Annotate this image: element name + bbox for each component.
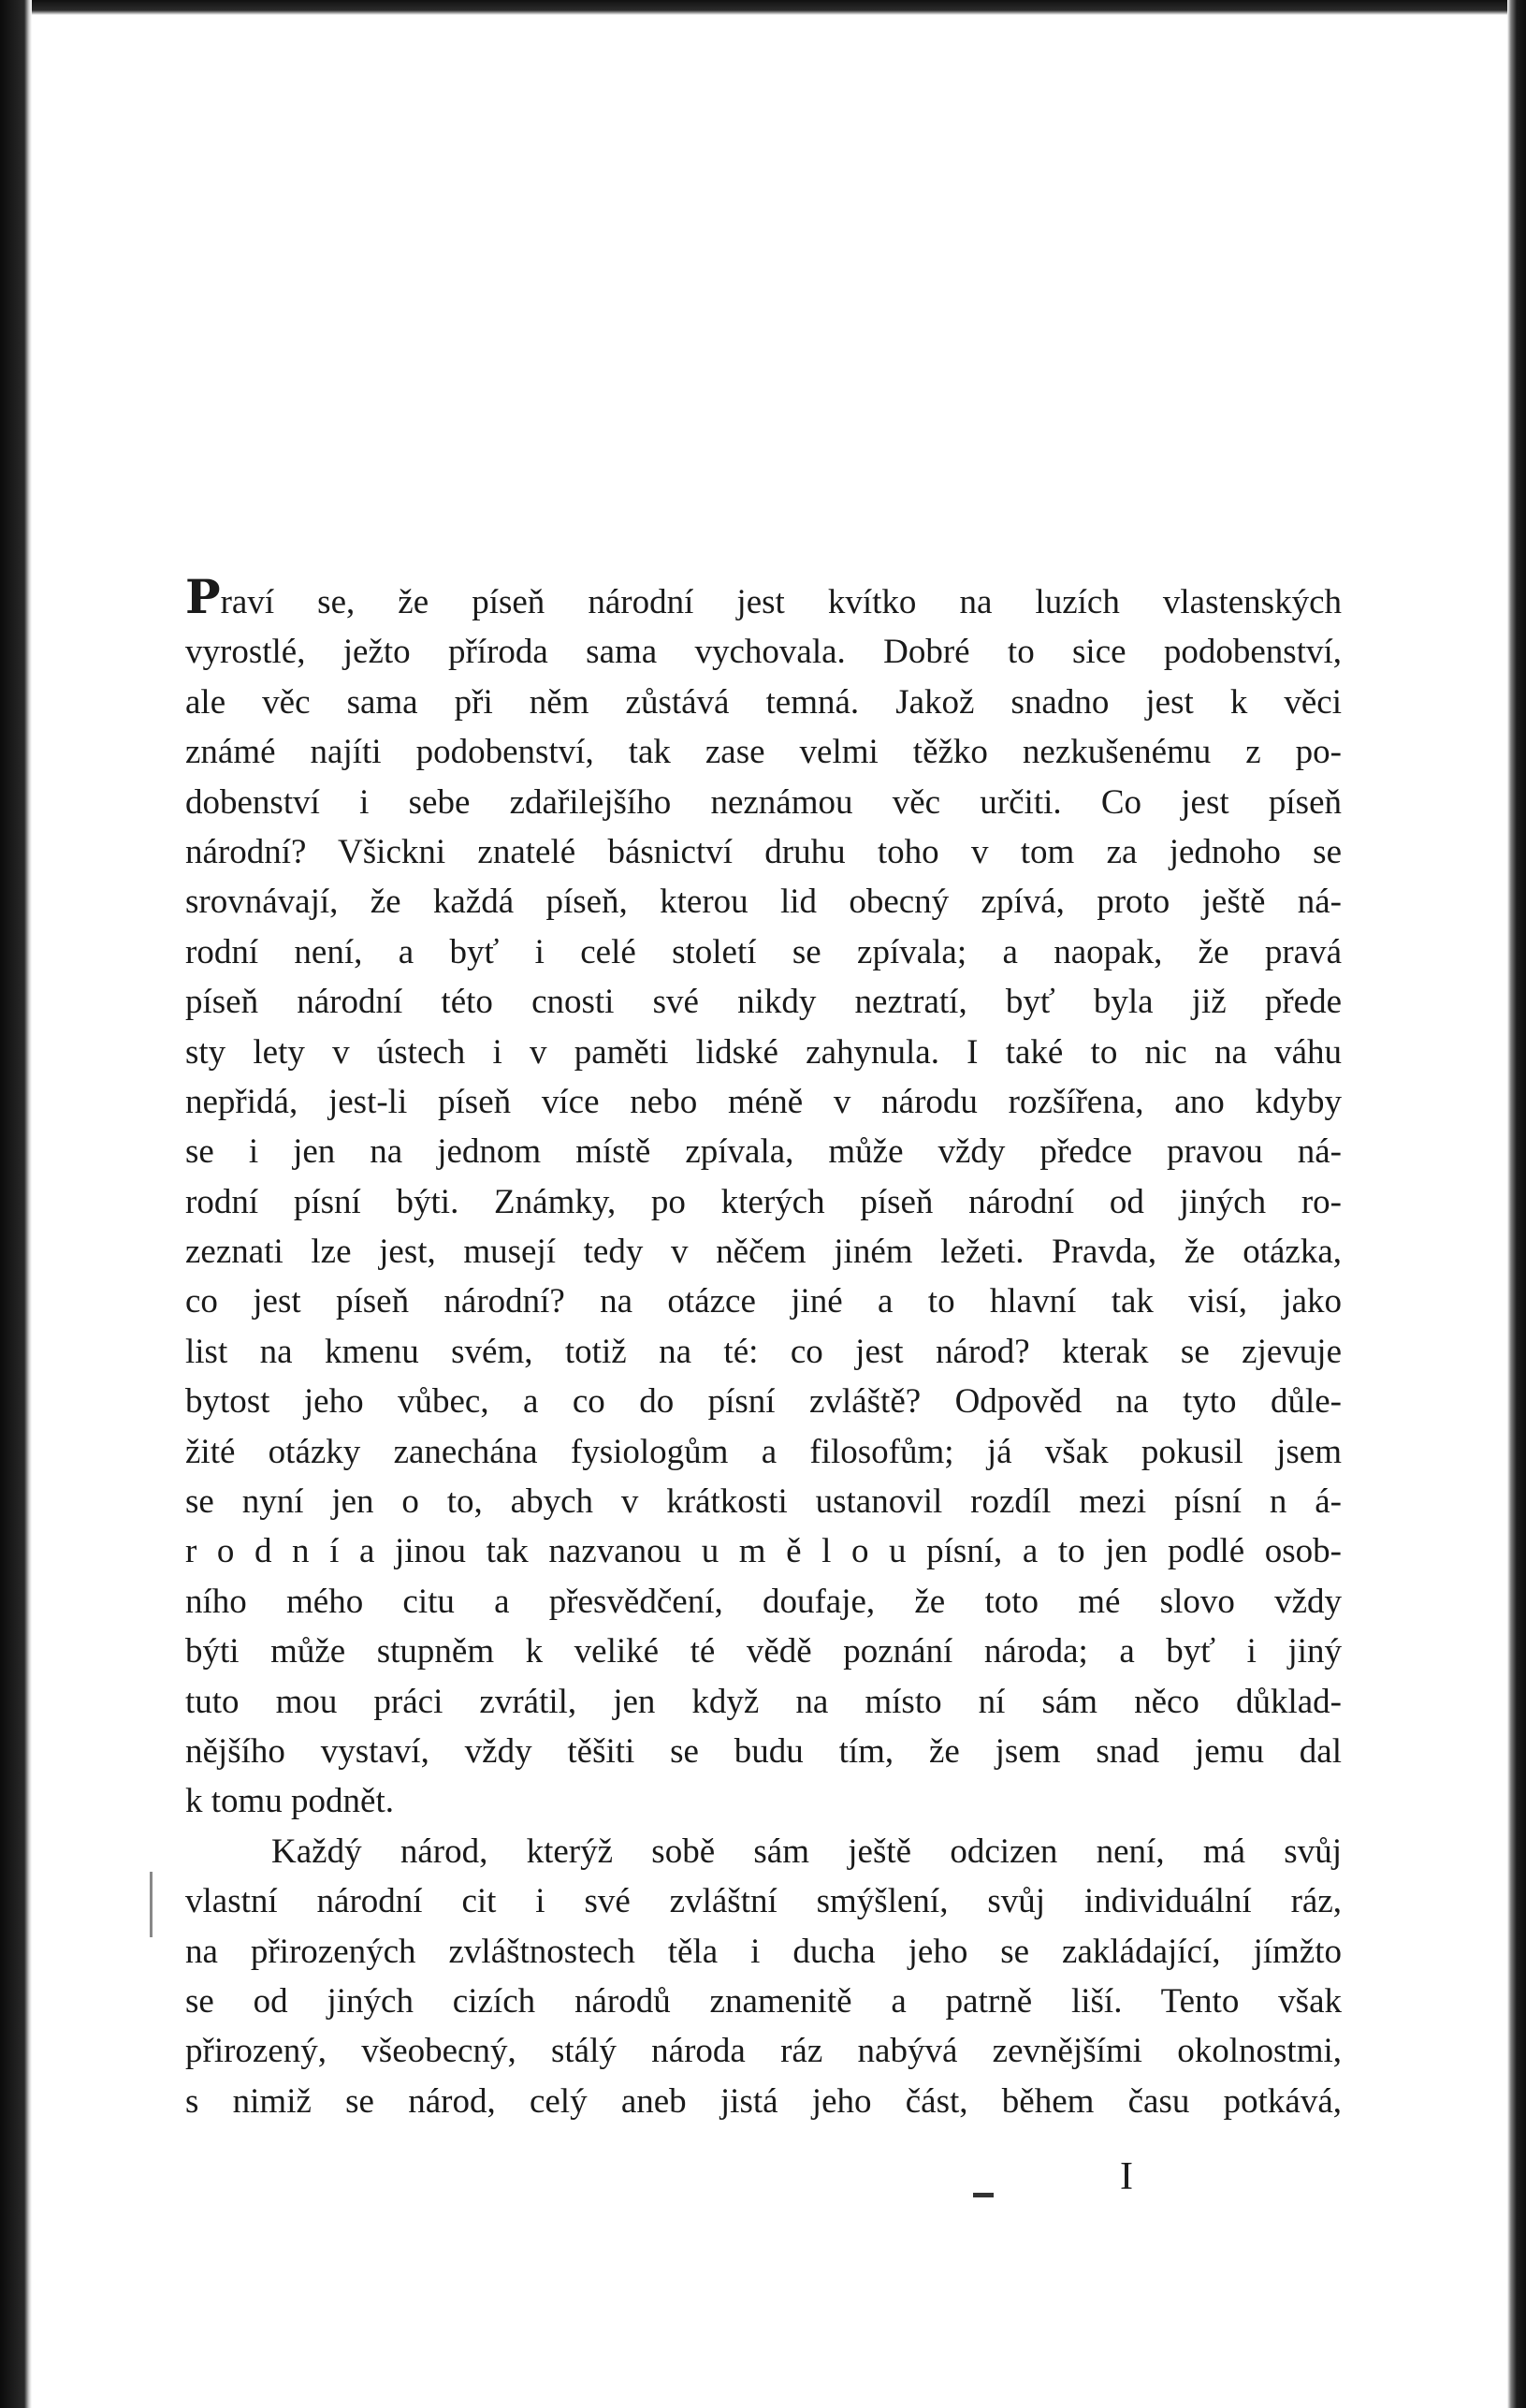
text-line-8: rodní není, a byť i celé století se zpívala; a naopak, že pravá — [185, 932, 1342, 971]
text-line-4: známé najíti podobenství, tak zase velmi těžko nezkušenému z po- — [185, 733, 1342, 772]
text-line-15: co jest píseň národní? na otázce jiné a to hlavní tak visí, jako — [185, 1282, 1342, 1321]
margin-mark — [150, 1872, 153, 1937]
text-line-13: rodní písní býti. Známky, po kterých píseň národní od jiných ro- — [185, 1182, 1342, 1221]
dash-mark — [973, 2193, 994, 2197]
text-line-27: vlastní národní cit i své zvláštní smýšlení, svůj individuální ráz, — [185, 1882, 1342, 1921]
text-line-26: Každý národ, kterýž sobě sám ještě odcizen není, má svůj — [271, 1832, 1342, 1871]
text-line-19: se nyní jen o to, abych v krátkosti ustanovil rozdíl mezi písní n á- — [185, 1482, 1342, 1522]
text-line-22: býti může stupněm k veliké té vědě poznání národa; a byť i jiný — [185, 1632, 1342, 1671]
text-line-3: ale věc sama při něm zůstává temná. Jakož snadno jest k věci — [185, 682, 1342, 722]
body-text — [185, 569, 1342, 2126]
text-line-17: bytost jeho vůbec, a co do písní zvláště? Odpověd na tyto důle- — [185, 1382, 1342, 1422]
text-line-11: nepřidá, jest-li píseň více nebo méně v národu rozšířena, ano kdyby — [185, 1082, 1342, 1121]
scan-border-top — [0, 0, 1526, 15]
text-line-14: zeznati lze jest, musejí tedy v něčem jiném ležeti. Pravda, že otázka, — [185, 1233, 1342, 1272]
text-line-20: r o d n í a jinou tak nazvanou u m ě l o u písní, a to jen podlé osob- — [185, 1532, 1342, 1571]
text-line-23: tuto mou práci zvrátil, jen když na místo ní sám něco důklad- — [185, 1682, 1342, 1721]
text-line-28: na přirozených zvláštnostech těla i ducha jeho se zakládající, jímžto — [185, 1932, 1342, 1971]
page-number: I — [1120, 2155, 1133, 2198]
text-line-1: Praví se, že píseň národní jest kvítko na luzích vlastenských — [185, 569, 1342, 624]
text-line-18: žité otázky zanechána fysiologům a filosofům; já však pokusil jsem — [185, 1432, 1342, 1471]
scan-border-right — [1507, 0, 1526, 2408]
text-line-31: s nimiž se národ, celý aneb jistá jeho část, během času potkává, — [185, 2081, 1342, 2121]
text-line-9: píseň národní této cnosti své nikdy neztratí, byť byla již přede — [185, 983, 1342, 1022]
text-line-25: k tomu podnět. — [185, 1782, 395, 1821]
drop-initial: P — [185, 569, 221, 624]
text-line-16: list na kmenu svém, totiž na té: co jest národ? kterak se zjevuje — [185, 1332, 1342, 1371]
text-line-30: přirozený, všeobecný, stálý národa ráz nabývá zevnějšími okolnostmi, — [185, 2032, 1342, 2071]
text-line-2: vyrostlé, ježto příroda sama vychovala. Dobré to sice podobenství, — [185, 633, 1342, 672]
text-line-6: národní? Všickni znatelé básnictví druhu toho v tom za jednoho se — [185, 832, 1342, 871]
text-line-29: se od jiných cizích národů znamenitě a patrně liší. Tento však — [185, 1981, 1342, 2021]
text-line-21: ního mého citu a přesvědčení, doufaje, že toto mé slovo vždy — [185, 1582, 1342, 1621]
text-line-10: sty lety v ústech i v paměti lidské zahynula. I také to nic na váhu — [185, 1032, 1342, 1072]
text-line-7: srovnávají, že každá píseň, kterou lid obecný zpívá, proto ještě ná- — [185, 883, 1342, 922]
scan-border-left — [0, 0, 32, 2408]
text-line-5: dobenství i sebe zdařilejšího neznámou věc určiti. Co jest píseň — [185, 782, 1342, 822]
text-line-12: se i jen na jednom místě zpívala, může vždy předce pravou ná- — [185, 1132, 1342, 1172]
text-line-24: nějšího vystaví, vždy těšiti se budu tím, že jsem snad jemu dal — [185, 1731, 1342, 1771]
